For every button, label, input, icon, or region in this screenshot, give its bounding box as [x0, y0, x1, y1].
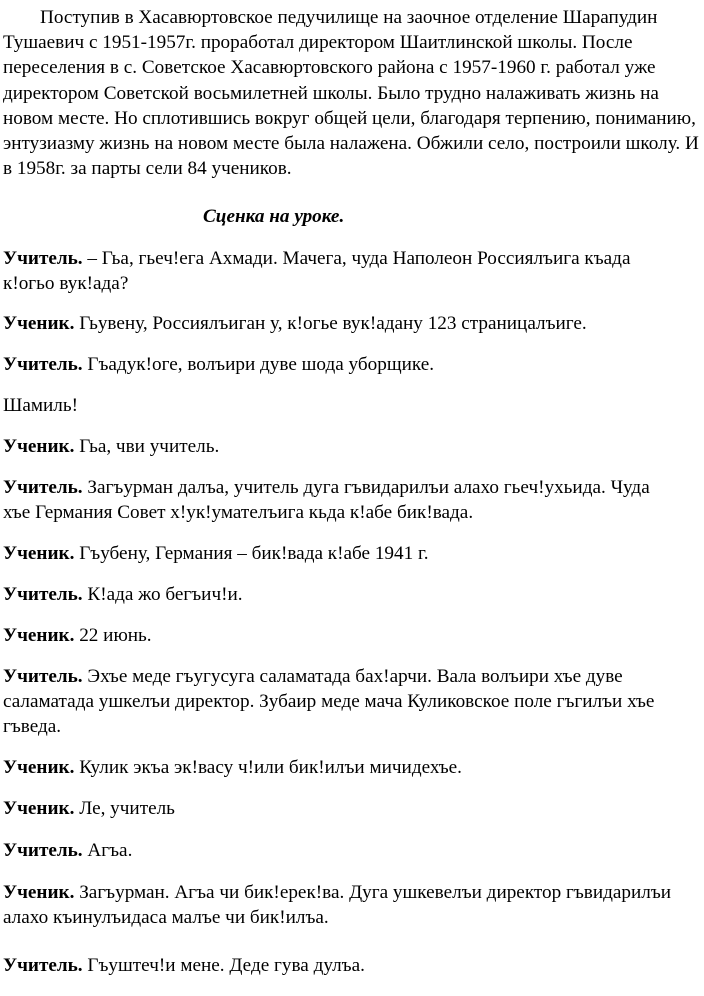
dialogue-text: 22 июнь.	[74, 625, 152, 646]
dialogue-line	[3, 953, 703, 978]
dialogue-line	[3, 311, 703, 336]
dialogue-line	[3, 271, 703, 296]
dialogue-line	[3, 880, 703, 905]
speaker-label: Учитель.	[3, 955, 83, 976]
intro-line: Поступив в Хасавюртовское педучилище на заочное отделение Шарапудин	[40, 7, 658, 28]
dialogue-line	[3, 352, 703, 377]
intro-line: построили школу. И в 1958г. за парты сели 84 учеников.	[3, 133, 699, 180]
speaker-label: Ученик.	[3, 313, 75, 334]
dialogue-line	[3, 796, 703, 821]
speaker-label: Ученик.	[3, 882, 75, 903]
dialogue-line	[3, 755, 703, 780]
dialogue-line	[3, 393, 703, 418]
dialogue-text: Загъурман. Агъа чи бик!ерек!ва. Дуга ушкевелъи директор гъвидарилъи	[74, 882, 672, 903]
dialogue-line	[3, 246, 703, 271]
dialogue-line	[3, 475, 703, 500]
dialogue-line	[3, 623, 703, 648]
speaker-label: Учитель.	[3, 840, 83, 861]
dialogue-text: Гьувену, Россиялъиган у, к!огье вук!адану 123 страницалъиге.	[74, 313, 587, 334]
dialogue-line	[3, 541, 703, 566]
dialogue-line	[3, 838, 703, 863]
dialogue-text: Кулик экъа эк!васу ч!или бик!илъи мичидехъе.	[74, 757, 462, 778]
intro-line: Тушаевич с 1951-1957г. проработал директором Шаитлинской школы. После	[3, 32, 633, 54]
intro-line: новом месте. Но сплотившись вокруг общей цели, благодаря терпению,	[3, 107, 596, 129]
dialogue-text: гъведа.	[3, 716, 62, 737]
speaker-label: Учитель.	[3, 584, 83, 605]
dialogue-line	[3, 434, 703, 459]
speaker-label: Учитель.	[3, 477, 83, 498]
speaker-label: Ученик.	[3, 436, 75, 457]
dialogue-text: саламатада ушкелъи директор. Зубаир меде мача Куликовское поле гъгилъи хъе	[3, 691, 655, 712]
dialogue-text: Шамиль!	[3, 395, 78, 416]
speaker-label: Ученик.	[3, 543, 75, 564]
dialogue-line	[3, 664, 703, 689]
dialogue-text: Гъубену, Германия – бик!вада к!абе 1941 г.	[74, 543, 429, 564]
dialogue-text: алахо къинулъидаса малъе чи бик!илъа.	[3, 907, 329, 928]
intro-line: пониманию, энтузиазму жизнь на новом месте была налажена. Обжили село,	[3, 107, 696, 155]
intro-line: директором Советской восьмилетней школы. Было трудно налаживать жизнь на	[3, 82, 659, 104]
dialogue-line	[3, 905, 703, 930]
speaker-label: Учитель.	[3, 354, 83, 375]
intro-paragraph	[3, 5, 703, 181]
speaker-label: Учитель.	[3, 666, 83, 687]
dialogue-line	[3, 689, 703, 714]
dialogue-text: Ле, учитель	[74, 798, 175, 819]
dialogue-text: Эхъе меде гъугусуга саламатада бах!арчи. Вала волъири хъе дуве	[82, 666, 623, 687]
dialogue-text: Загъурман далъа, учитель дуга гъвидарилъи алахо гьеч!ухьида. Чуда	[82, 477, 650, 498]
dialogue-text: к!огьо вук!ада?	[3, 273, 129, 294]
dialogue-line	[3, 582, 703, 607]
speaker-label: Учитель.	[3, 248, 83, 269]
dialogue-text: Гъуштеч!и мене. Деде гува дулъа.	[82, 955, 365, 976]
scene-heading: Сценка на уроке.	[203, 206, 345, 227]
dialogue-line	[3, 500, 703, 525]
intro-line: переселения в с. Советское Хасавюртовского района с 1957-1960 г. работал уже	[3, 57, 656, 79]
dialogue-text: – Гьа, гьеч!ега Ахмади. Мачега, чуда Наполеон Россиялъига къада	[82, 248, 631, 269]
speaker-label: Ученик.	[3, 625, 75, 646]
speaker-label: Ученик.	[3, 757, 75, 778]
dialogue-text: хъе Германия Совет х!ук!умателъига кьда к!абе бик!вада.	[3, 502, 474, 523]
speaker-label: Ученик.	[3, 798, 75, 819]
dialogue-text: Агъа.	[82, 840, 133, 861]
dialogue-text: К!ада жо бегъич!и.	[82, 584, 243, 605]
dialogue-text: Гъадук!оге, волъири дуве шода уборщике.	[82, 354, 435, 375]
dialogue-text: Гьа, чви учитель.	[74, 436, 220, 457]
dialogue-line	[3, 714, 703, 739]
